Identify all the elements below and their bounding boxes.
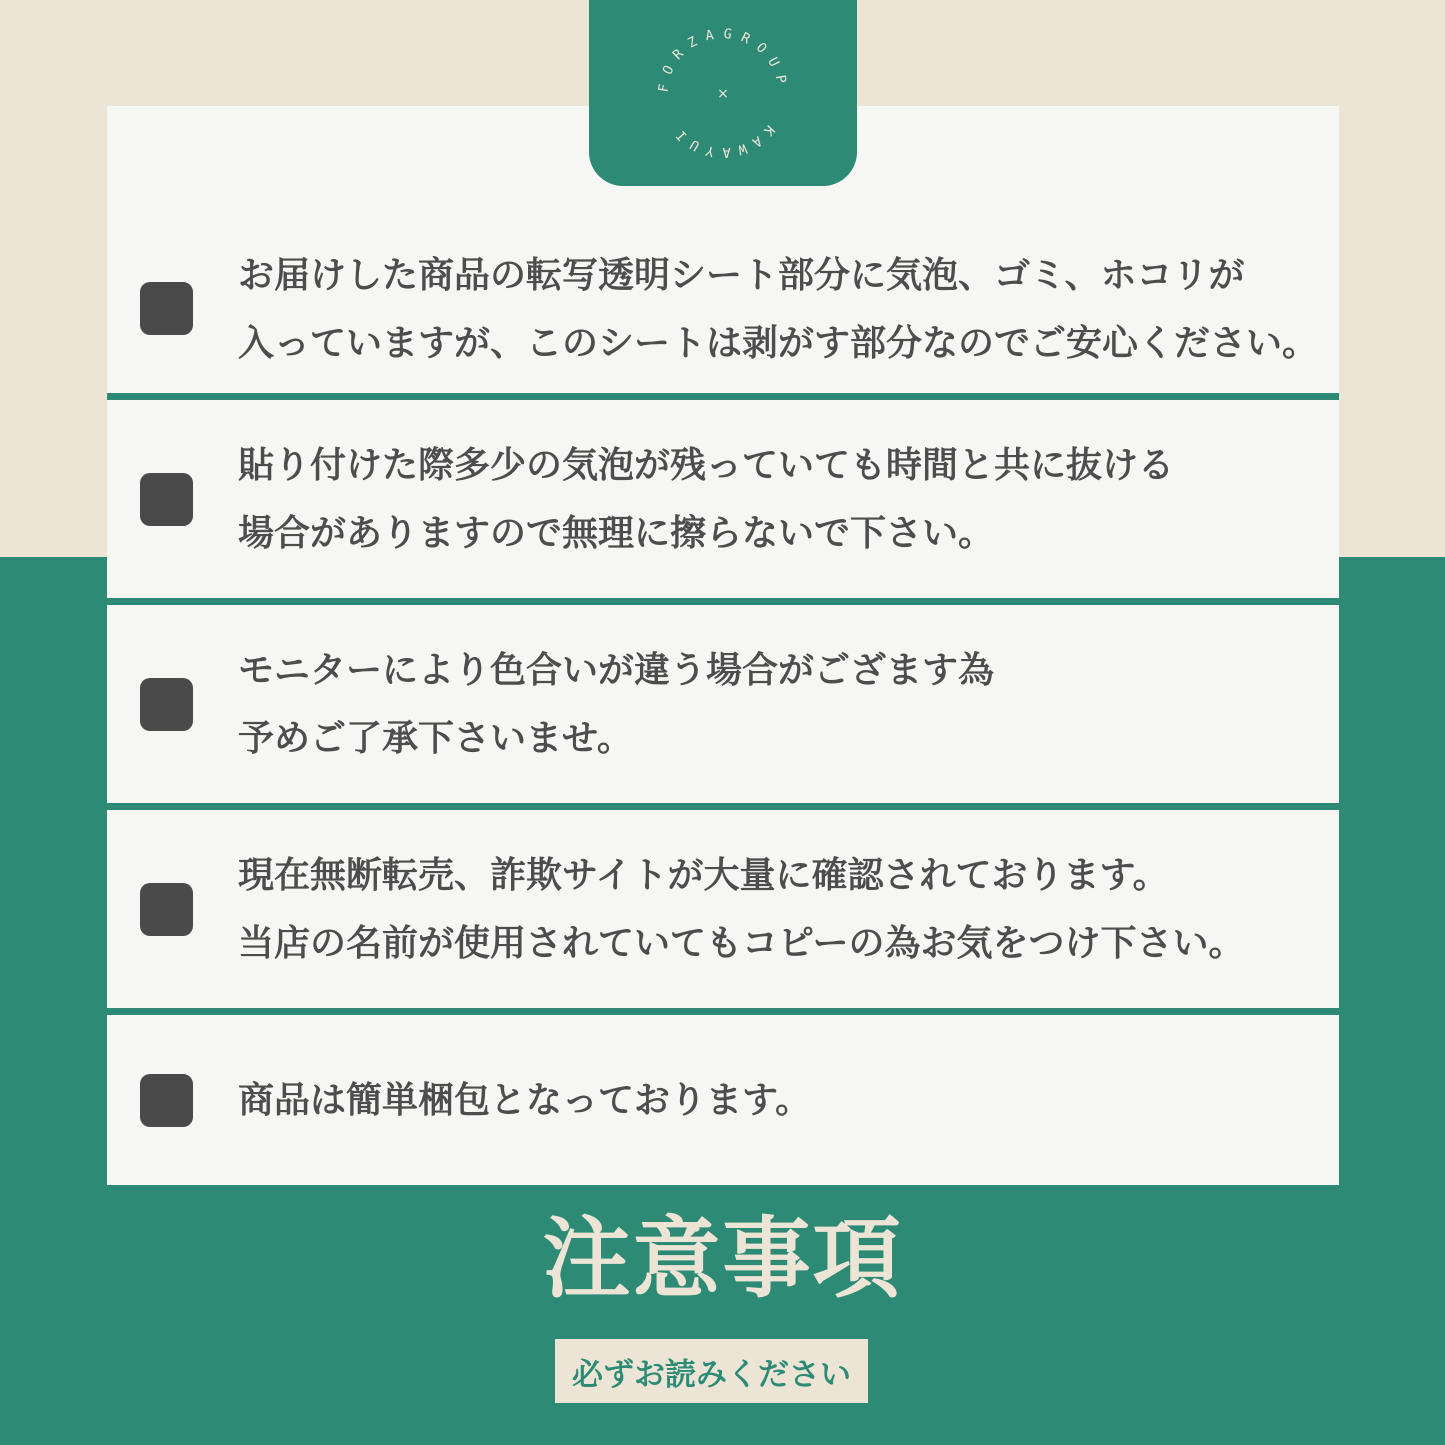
brand-badge-top-text: FORZAGROUP [655,25,791,94]
checkbox-bullet-icon [140,1074,193,1127]
notice-line: 場合がありますので無理に擦らないで下さい。 [238,512,995,553]
notice-text-5 [238,1066,811,1134]
notice-line: お届けした商品の転写透明シート部分に気泡、ゴミ、ホコリが [238,253,1245,295]
svg-text:KAWAYUI [668,122,777,160]
checkbox-bullet-icon [140,282,193,335]
divider [107,1008,1339,1015]
page-title: 注意事項 [542,1209,903,1308]
notice-line: 貼り付けた際多少の気泡が残っていても時間と共に抜ける [238,444,1175,485]
notice-line: 入っていますが、このシートは剥がす部分なのでご安心ください。 [238,321,1319,363]
notice-line: 当店の名前が使用されていてもコピーの為お気をつけ下さい。 [238,922,1245,963]
notice-item-3 [107,605,1339,803]
divider [107,393,1339,400]
notice-text-1 [238,241,1318,377]
svg-text:FORZAGROUP [655,26,790,94]
notice-text-4 [238,841,1245,977]
checkbox-bullet-icon [140,473,193,526]
notice-item-4 [107,810,1339,1008]
notice-item-2 [107,400,1339,598]
notice-text-2 [238,431,1174,567]
checkbox-bullet-icon [140,883,193,936]
notice-line: 現在無断転売、詐欺サイトが大量に確認されております。 [238,854,1169,895]
brand-badge-separator-icon: × [717,86,729,102]
notice-text-3 [238,636,994,772]
notice-line: モニターにより色合いが違う場合がござます為 [238,649,995,690]
must-read-banner [555,1339,868,1403]
checkbox-bullet-icon [140,678,193,731]
brand-badge [589,0,857,186]
brand-logo-icon [648,18,798,168]
notice-panel [107,106,1339,1185]
divider [107,598,1339,605]
notice-line: 予めご了承下さいませ。 [238,717,633,758]
must-read-label: 必ずお読みください [572,1356,851,1392]
brand-badge-bottom-text: KAWAYUI [668,121,778,161]
divider [107,803,1339,810]
notice-item-5 [107,1015,1339,1185]
notice-line: 商品は簡単梱包となっております。 [238,1079,812,1120]
